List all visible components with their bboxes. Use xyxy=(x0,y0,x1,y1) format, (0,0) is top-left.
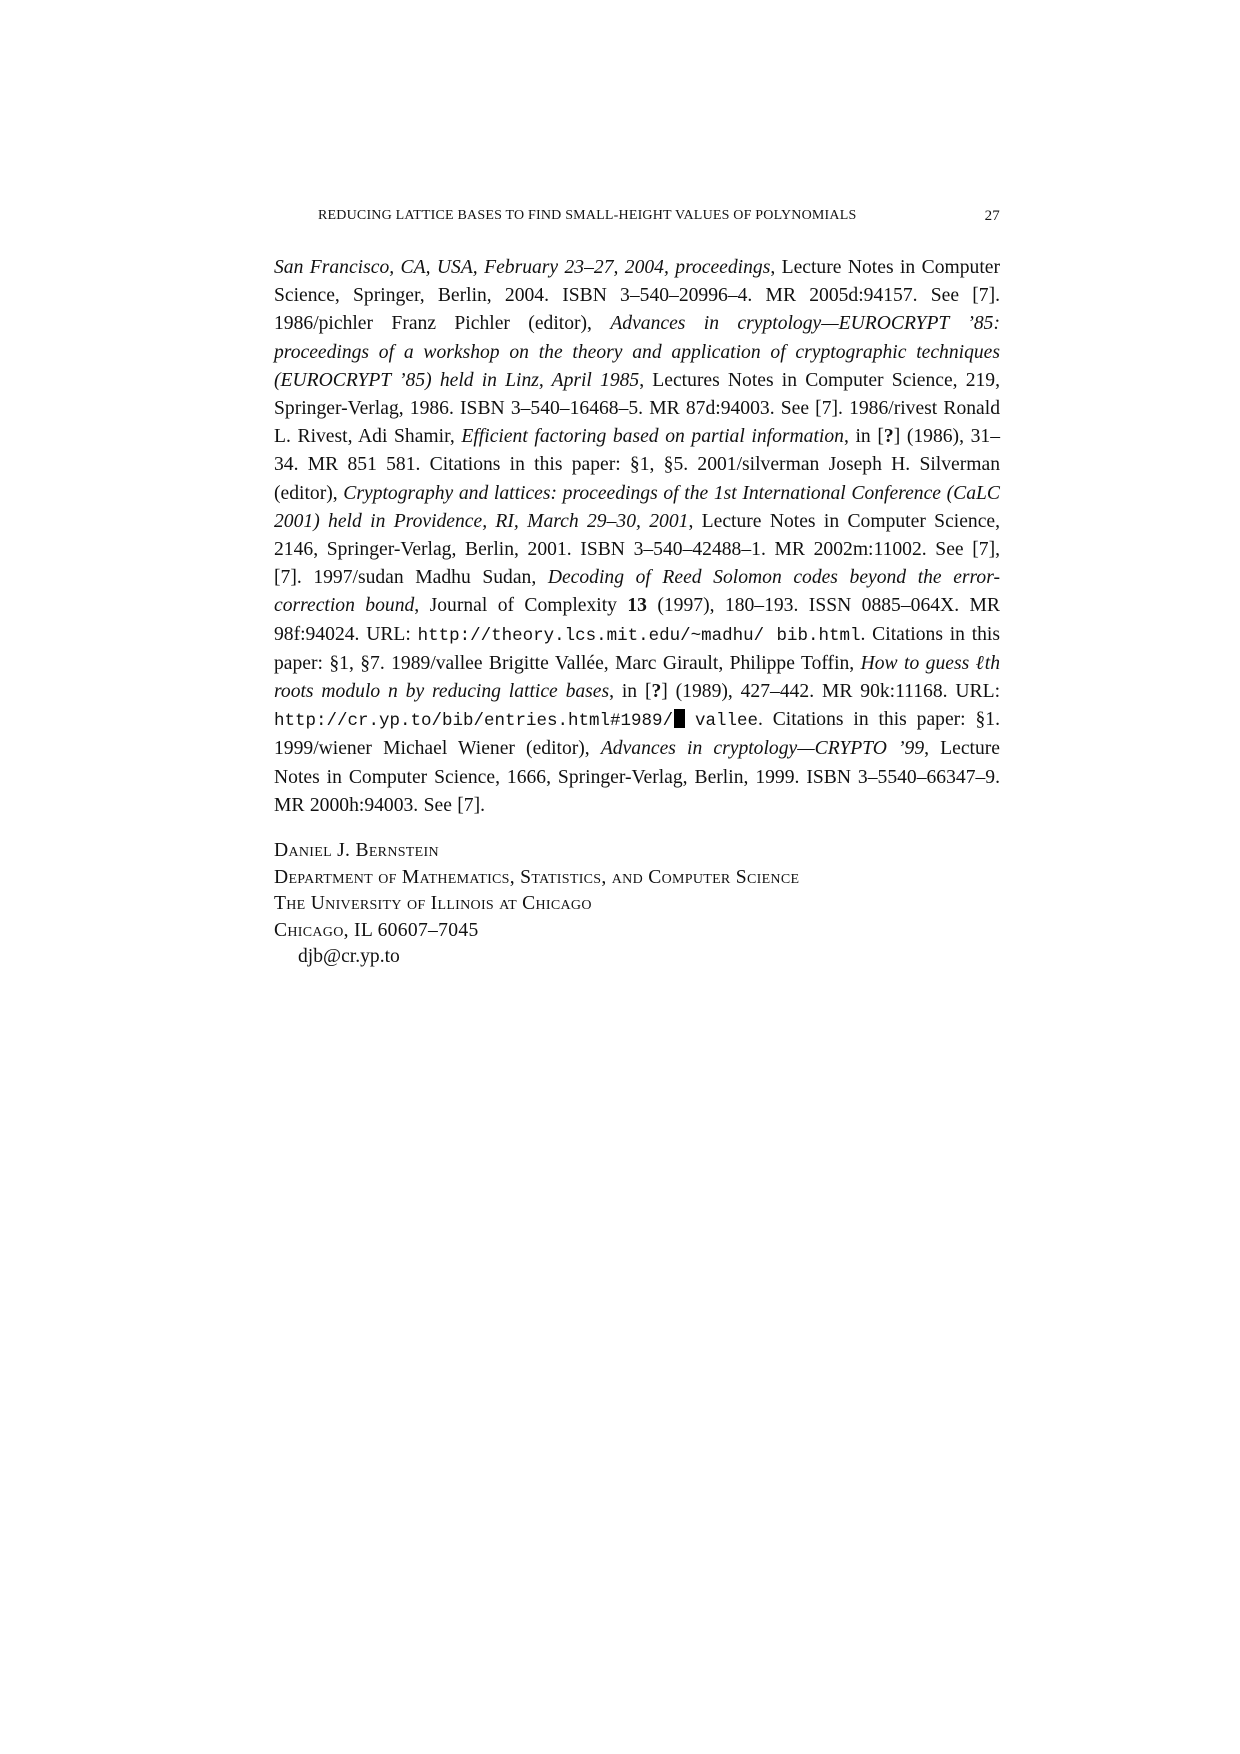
page-number: 27 xyxy=(984,208,1000,224)
bibliography-text xyxy=(274,254,1000,820)
bib-text: . Citations in this paper: §1, §7. 1989/vallee Brigitte Vallée, Marc Girault, Philippe Toffin, xyxy=(274,623,1001,674)
author-address xyxy=(274,838,1000,971)
bib-text: ] (1986), 31–34. MR 851 581. Citations in this paper: §1, §5. 2001/silverman Joseph H. Silverman (editor), xyxy=(274,426,1000,504)
bib-text: , in [ xyxy=(609,681,652,703)
author-email[interactable]: djb@cr.yp.to xyxy=(298,946,400,968)
bib-text: . Citations in this paper: §1. 1999/wiener Michael Wiener (editor), xyxy=(274,709,1000,760)
bib-missing-ref: ? xyxy=(883,426,894,448)
bib-text: , in [ xyxy=(843,426,884,448)
bib-sudan-title: Decoding of Reed Solomon codes beyond the error-correction bound xyxy=(274,567,1000,617)
bib-text: ] (1989), 427–442. MR 90k:11168. URL: xyxy=(661,681,1001,703)
bibliography-block xyxy=(274,254,1000,820)
bib-text: , Lecture Notes in Computer Science, 1666, Springer-Verlag, Berlin, 1999. ISBN 3–5540–66347–9. MR 2000h:94003. See [7]. xyxy=(274,738,1000,816)
bib-proceedings-title: San Francisco, CA, USA, February 23–27, 2004, proceedings xyxy=(274,257,771,278)
bib-eurocrypt-title: Advances in cryptology—EUROCRYPT ’85: proceedings of a workshop on the theory and application of cryptographic techniques (EUROCRYPT ’85) held in Linz, April 1985 xyxy=(274,313,1000,391)
bib-url-vallee-continued[interactable]: vallee xyxy=(694,711,758,732)
bib-text: , Lectures Notes in Computer Science, 219, Springer-Verlag, 1986. ISBN 3–540–16468–5. MR 87d:94003. See [7]. 1986/rivest Ronald L. Rivest, Adi Shamir, xyxy=(274,369,1000,448)
bib-text: (1997), 180–193. ISSN 0885–064X. MR 98f:94024. URL: xyxy=(274,595,1000,645)
bib-volume: 13 xyxy=(627,595,647,617)
bib-text: , Lecture Notes in Computer Science, 2146, Springer-Verlag, Berlin, 2001. ISBN 3–540–42488–1. MR 2002m:11002. See [7], [7]. 1997/sudan Madhu Sudan, xyxy=(274,510,1001,589)
bib-text: , Lecture Notes in Computer Science, Springer, Berlin, 2004. ISBN 3–540–20996–4. MR 2005d:94157. See [7]. 1986/pichler Franz Pichler (editor), xyxy=(274,257,1000,335)
bib-vallee-title: How to guess ℓth roots modulo n by reducing lattice bases xyxy=(274,652,1000,703)
author-university: The University of Illinois at Chicago xyxy=(274,893,592,915)
bib-rivest-title: Efficient factoring based on partial information xyxy=(461,426,844,448)
bib-silverman-title: Cryptography and lattices: proceedings of the 1st International Conference (CaLC 2001) held in Providence, RI, March 29–30, 2001 xyxy=(274,482,1000,532)
author-department: Department of Mathematics, Statistics, and Computer Science xyxy=(274,866,800,888)
bib-crypto-title: Advances in cryptology—CRYPTO ’99 xyxy=(600,738,925,760)
author-name: Daniel J. Bernstein xyxy=(274,840,439,861)
bib-url-vallee[interactable]: http://cr.yp.to/bib/entries.html#1989/ xyxy=(274,711,674,732)
running-title: REDUCING LATTICE BASES TO FIND SMALL-HEIGHT VALUES OF POLYNOMIALS xyxy=(318,208,857,223)
bib-missing-ref: ? xyxy=(651,681,662,703)
bib-url-sudan[interactable]: http://theory.lcs.mit.edu/~madhu/ bib.html xyxy=(417,625,861,646)
bib-text: , Journal of Complexity xyxy=(414,595,628,617)
author-city: Chicago, IL 60607–7045 xyxy=(274,919,479,941)
overfull-box-marker xyxy=(674,709,685,728)
running-header xyxy=(318,208,1000,232)
